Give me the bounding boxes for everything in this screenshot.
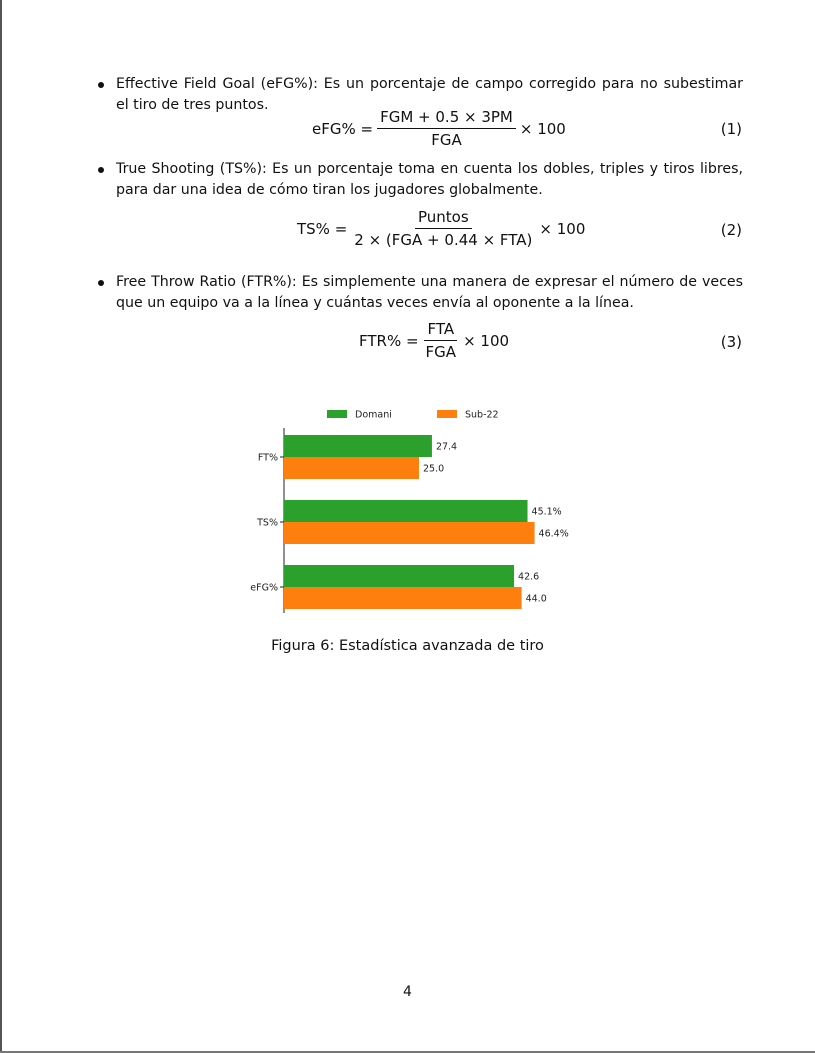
bullet-dot — [98, 82, 104, 88]
equation-efg — [0, 108, 815, 152]
shooting-stats-chart — [230, 398, 570, 628]
bullet-dot — [98, 280, 104, 286]
equation-rhs: × 100 — [539, 219, 586, 238]
equation-rhs: × 100 — [519, 119, 566, 138]
equation-numerator: Puntos — [415, 208, 472, 229]
legend-label: Sub-22 — [465, 409, 499, 421]
bar-ft-domani — [284, 435, 432, 457]
equation-numerator: FGM + 0.5 × 3PM — [377, 108, 516, 129]
y-tick-label: FT% — [257, 452, 278, 464]
bar-ft-sub-22 — [284, 457, 419, 479]
equation-ftr — [0, 320, 815, 366]
bar-ts-sub-22 — [284, 522, 535, 544]
equation-rhs: × 100 — [463, 331, 510, 350]
chart-svg — [230, 398, 570, 628]
data-label: 42.6 — [518, 571, 540, 583]
equation-number: (2) — [720, 221, 742, 239]
data-label: 46.4% — [538, 528, 569, 540]
equation-lhs: TS% = — [297, 219, 348, 238]
equation-fraction — [377, 108, 516, 149]
legend-swatch-domani — [327, 410, 347, 418]
equation-denominator: 2 × (FGA + 0.44 × FTA) — [354, 231, 533, 249]
equation-fraction — [423, 320, 460, 361]
bullet-ts — [98, 159, 743, 201]
data-label: 25.0 — [423, 463, 445, 475]
data-label: 27.4 — [435, 441, 458, 453]
equation-lhs: FTR% = — [359, 331, 419, 350]
bullet-dot — [98, 167, 104, 173]
equation-denominator: FGA — [425, 343, 457, 361]
bar-ts-domani — [284, 500, 528, 522]
y-tick-label: TS% — [257, 517, 278, 529]
equation-ts — [0, 208, 815, 254]
bar-efg-sub-22 — [284, 587, 522, 609]
bullet-ftr — [98, 272, 743, 314]
legend-swatch-sub-22 — [437, 410, 457, 418]
data-label: 45.1% — [531, 506, 562, 518]
bar-efg-domani — [284, 565, 514, 587]
equation-number: (1) — [720, 120, 742, 138]
data-label: 44.0 — [525, 593, 547, 605]
equation-numerator: FTA — [424, 320, 457, 341]
page-left-edge — [0, 0, 2, 1053]
figure-caption: Figura 6: Estadística avanzada de tiro — [271, 638, 544, 654]
equation-lhs: eFG% = — [312, 119, 374, 138]
bullet-text: Free Throw Ratio (FTR%): Es simplemente una manera de expresar el número de veces que un equipo va a la línea y cuántas veces envía al oponente a la línea. — [116, 274, 743, 311]
y-tick-label: eFG% — [250, 582, 278, 594]
page-number: 4 — [403, 984, 412, 1000]
equation-denominator: FGA — [431, 131, 462, 149]
legend-label: Domani — [355, 409, 392, 421]
bullet-text: Effective Field Goal (eFG%): Es un porcentaje de campo corregido para no subestimar el tiro de tres puntos. — [116, 76, 743, 113]
equation-fraction — [351, 208, 535, 249]
bullet-text: True Shooting (TS%): Es un porcentaje toma en cuenta los dobles, triples y tiros libres, para dar una idea de cómo tiran los jugadores globalmente. — [116, 161, 743, 198]
equation-number: (3) — [720, 333, 742, 351]
